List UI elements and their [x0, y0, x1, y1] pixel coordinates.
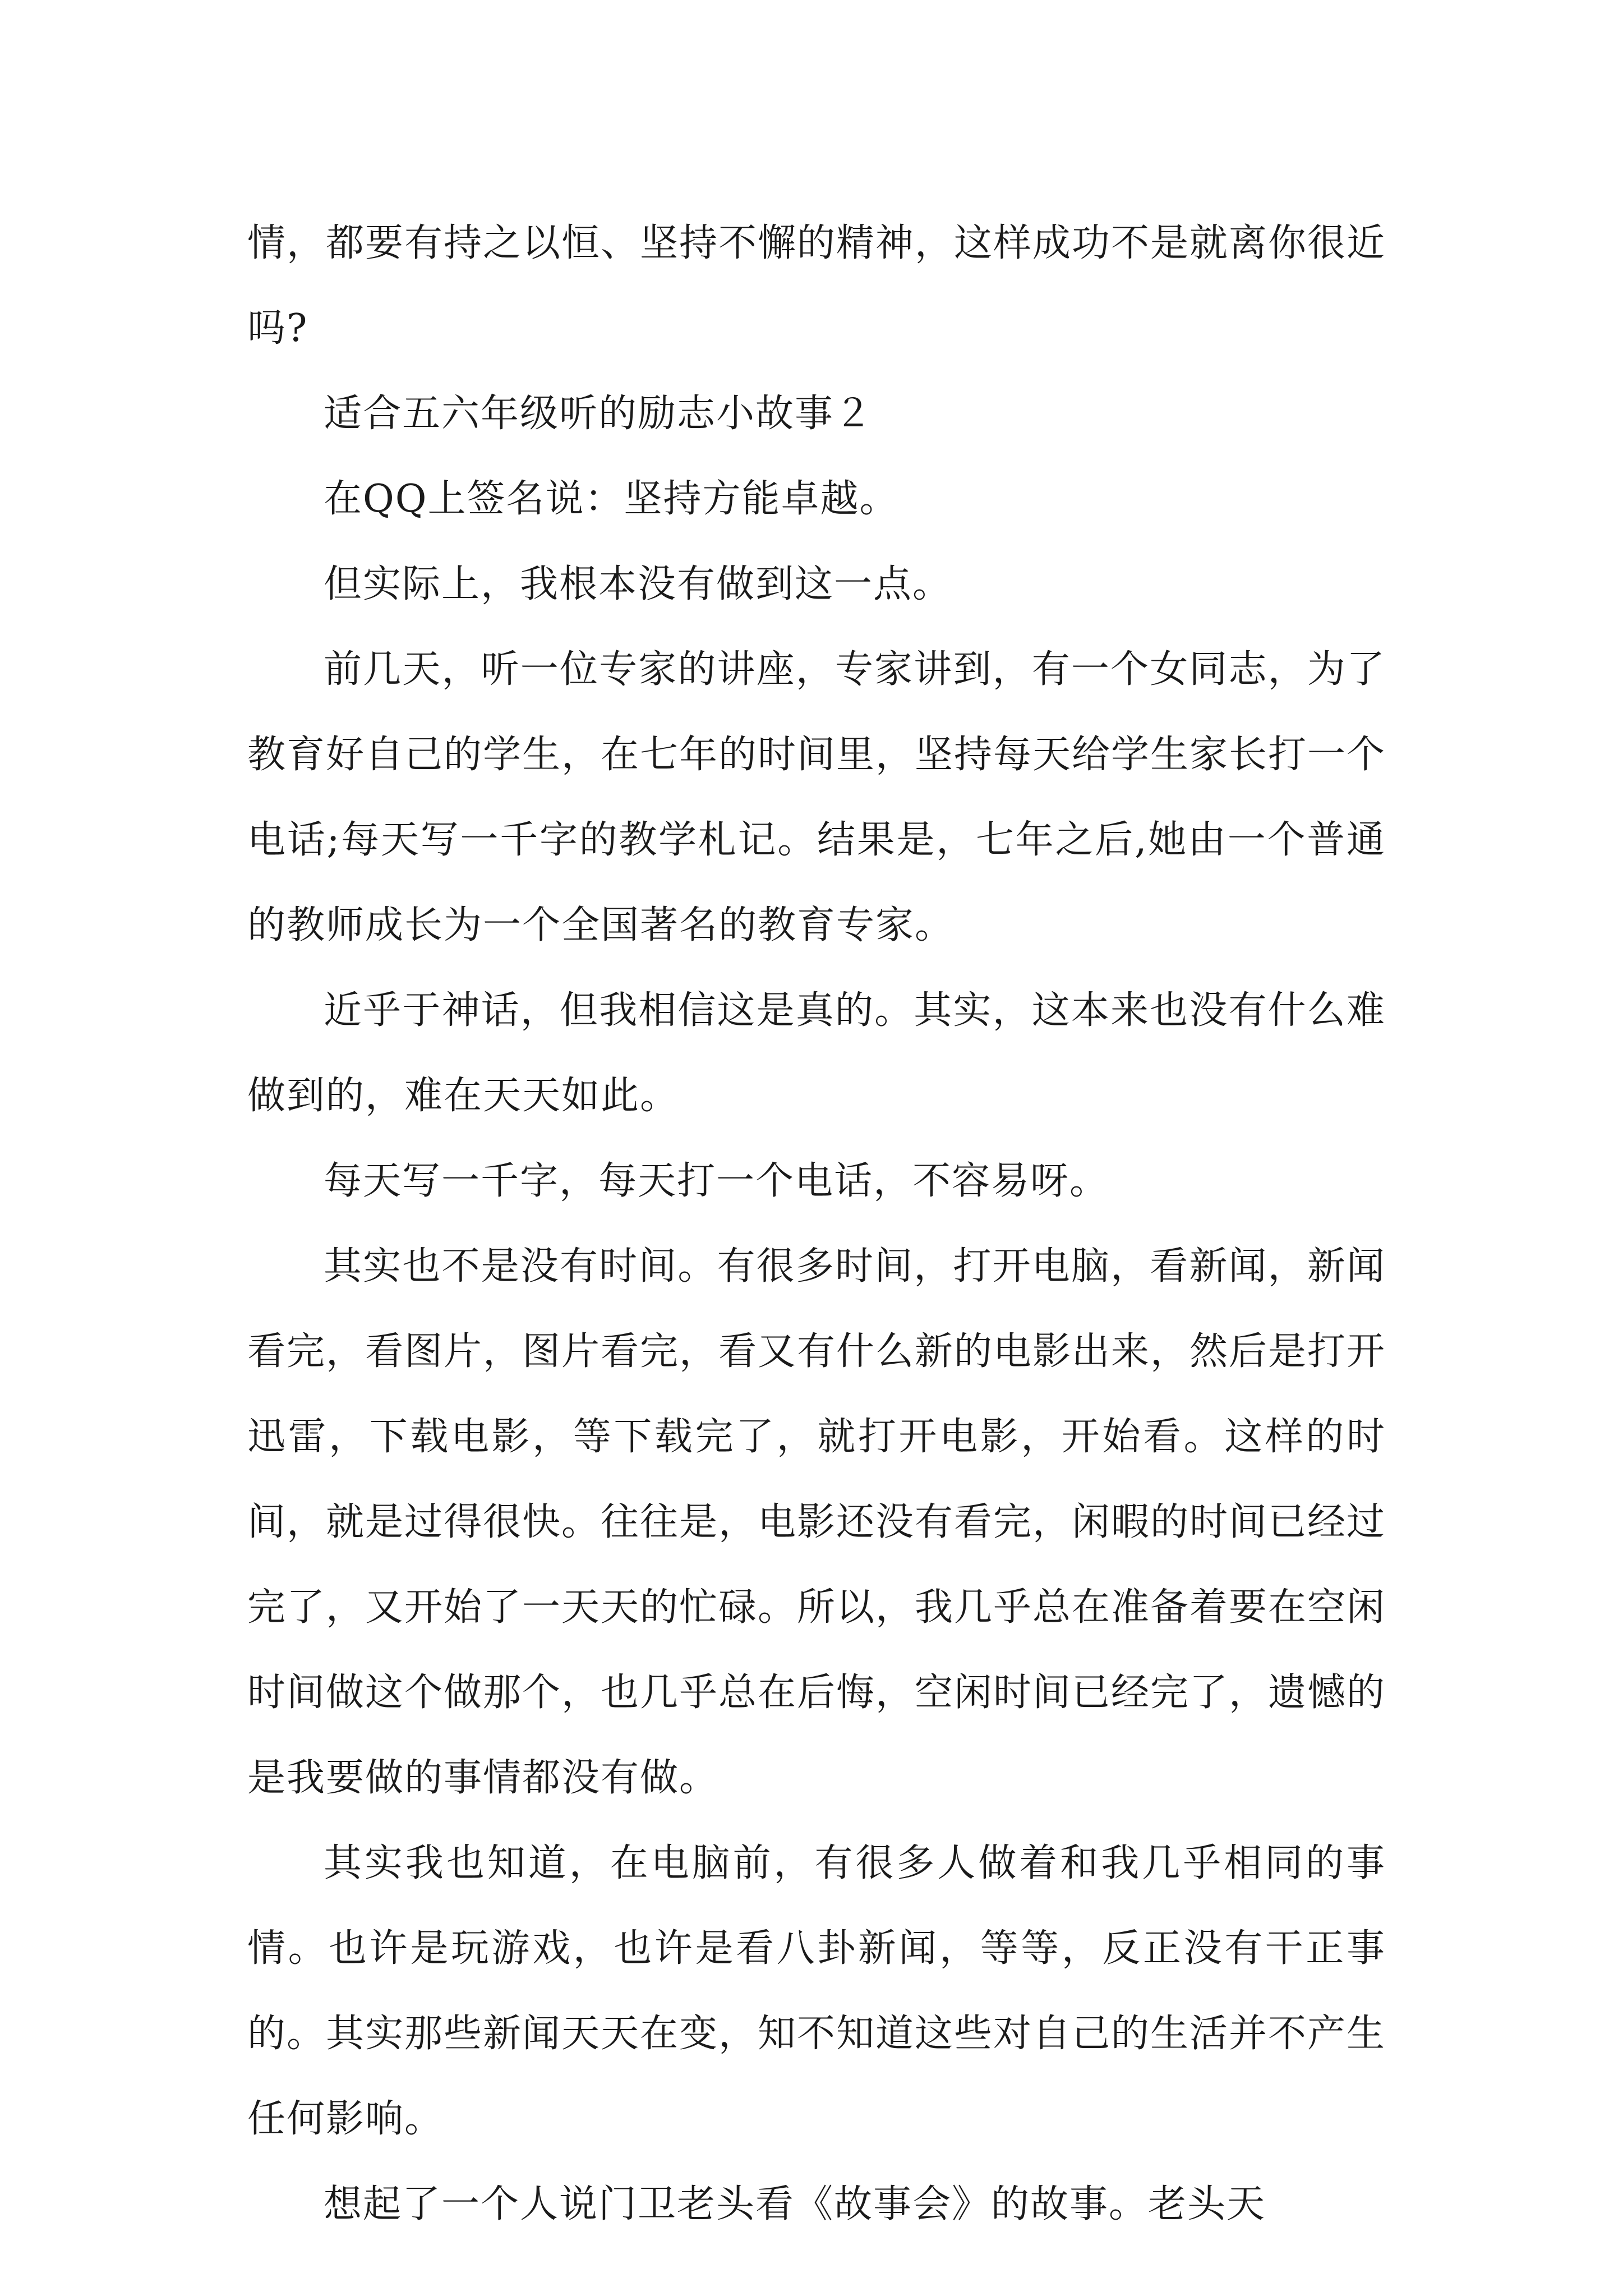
paragraph: 每天写一千字，每天打一个电话，不容易呀。	[324, 1159, 1109, 1203]
paragraph: 其实也不是没有时间。有很多时间，打开电脑，看新闻，新闻看完，看图片，图片看完，看又有什么新的电影出来，然后是打开迅雷，下载电影，等下载完了，就打开电影，开始看。这样的时间，就是过得很快。往往是，电影还没有看完，闲暇的时间已经过完了，又开始了一天天的忙碌。所以，我几乎总在准备着要在空闲时间做这个做那个，也几乎总在后悔，空闲时间已经完了，遗憾的是我要做的事情都没有做。	[247, 1244, 1386, 1800]
paragraph: 在QQ上签名说：坚持方能卓越。	[324, 477, 899, 521]
section-heading: 适合五六年级听的励志小故事２	[324, 392, 874, 436]
document-body	[247, 201, 1386, 2247]
paragraph-continuation: 情，都要有持之以恒、坚持不懈的精神，这样成功不是就离你很近吗?	[247, 221, 1386, 351]
paragraph: 但实际上，我根本没有做到这一点。	[324, 562, 952, 606]
paragraph: 其实我也知道，在电脑前，有很多人做着和我几乎相同的事情。也许是玩游戏，也许是看八卦新闻，等等，反正没有干正事的。其实那些新闻天天在变，知不知道这些对自己的生活并不产生任何影响。	[247, 1841, 1386, 2141]
paragraph: 前几天，听一位专家的讲座，专家讲到，有一个女同志，为了教育好自己的学生，在七年的时间里，坚持每天给学生家长打一个电话;每天写一千字的教学札记。结果是，七年之后,她由一个普通的教师成长为一个全国著名的教育专家。	[247, 647, 1386, 947]
paragraph: 近乎于神话，但我相信这是真的。其实，这本来也没有什么难做到的，难在天天如此。	[247, 988, 1386, 1118]
paragraph: 想起了一个人说门卫老头看《故事会》的故事。老头天	[324, 2182, 1266, 2226]
